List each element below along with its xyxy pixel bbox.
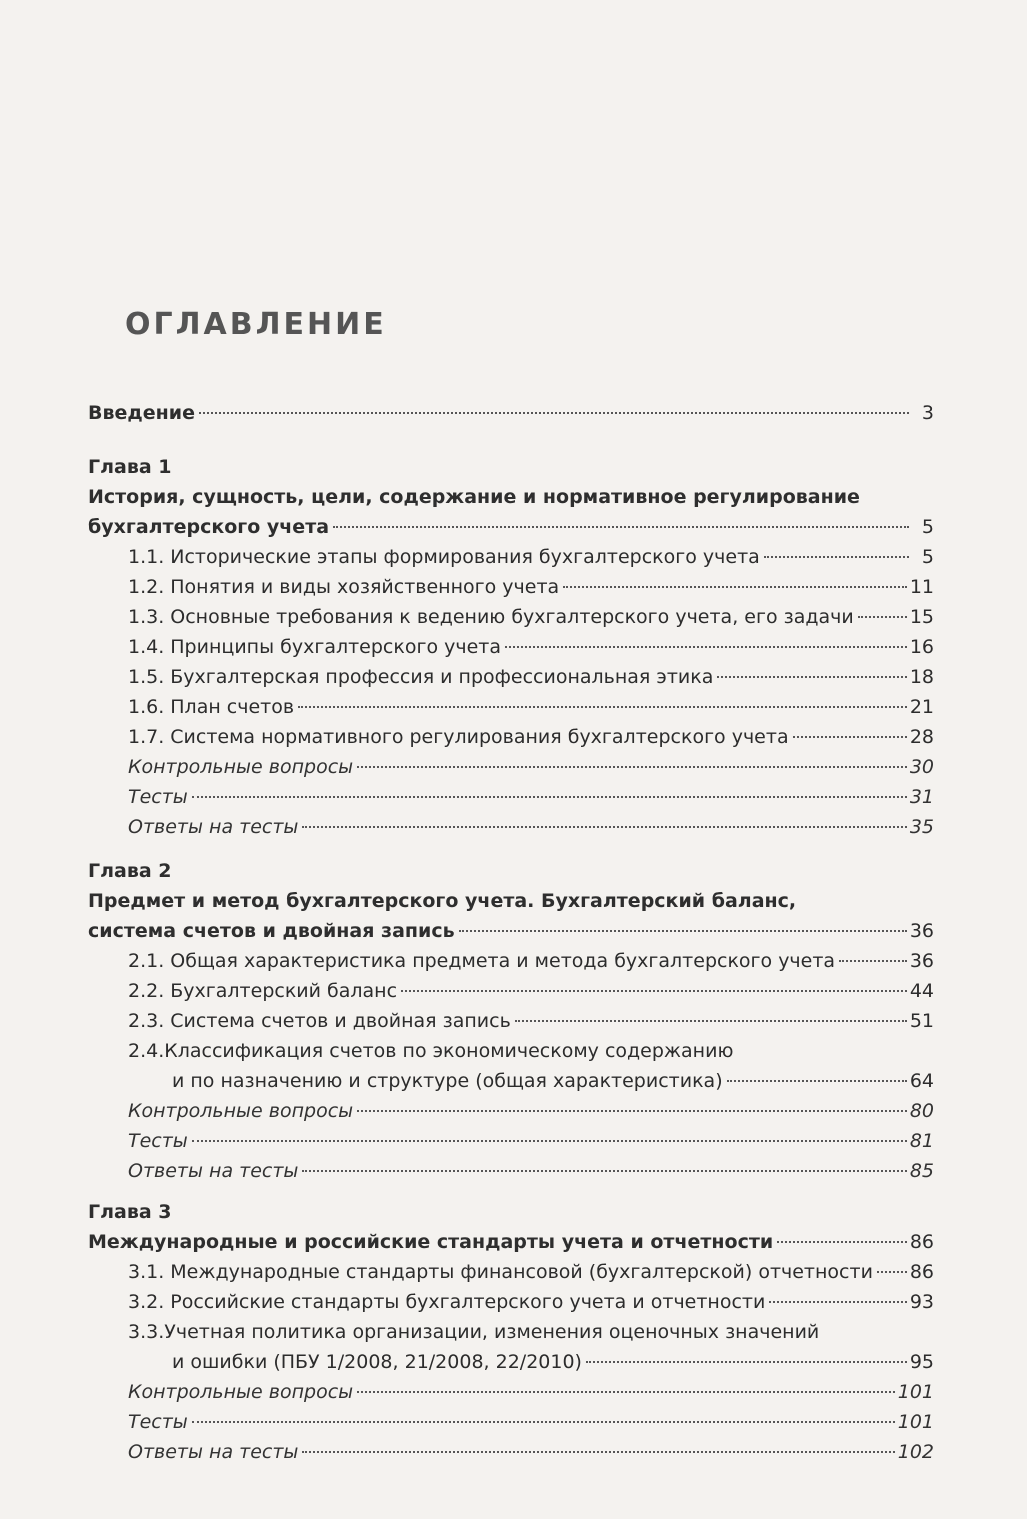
page-number: 15 xyxy=(909,606,934,628)
leader-dots xyxy=(302,1451,894,1453)
leader-dots xyxy=(192,1140,907,1142)
chapter-2 xyxy=(88,857,934,1186)
toc-entry-label: Введение xyxy=(88,402,195,424)
toc-entry-3-3-line-1[interactable] xyxy=(128,1317,934,1347)
toc-entry-3-2[interactable] xyxy=(128,1287,934,1317)
page-number: 64 xyxy=(909,1070,934,1092)
toc-entry-1-7[interactable] xyxy=(128,722,934,752)
section-number: 1.7. xyxy=(128,726,165,748)
toc-entry-intro[interactable] xyxy=(88,398,934,428)
page-number: 81 xyxy=(909,1130,934,1152)
page-number: 3 xyxy=(921,402,934,424)
toc-entry-test-answers[interactable] xyxy=(128,812,934,842)
page-number: 36 xyxy=(909,950,934,972)
leader-dots xyxy=(777,1241,907,1243)
leader-dots xyxy=(717,676,906,678)
page-number: 18 xyxy=(909,666,934,688)
section-number: 1.1. xyxy=(128,546,165,568)
section-number: 1.6. xyxy=(128,696,165,718)
leader-dots xyxy=(877,1271,907,1273)
toc-entry-tests[interactable] xyxy=(128,1126,934,1156)
section-title: Бухгалтерская профессия и профессиональная этика xyxy=(170,666,714,688)
leader-dots xyxy=(302,1170,906,1172)
page-number: 51 xyxy=(909,1010,934,1032)
leader-dots xyxy=(357,1110,907,1112)
leader-dots xyxy=(357,766,907,768)
chapter-title-line: История, сущность, цели, содержание и нормативное регулирование xyxy=(88,486,860,508)
leader-dots xyxy=(515,1020,907,1022)
chapter-label: Глава 2 xyxy=(88,860,172,882)
section-number: 2.1. xyxy=(128,950,165,972)
toc-entry-review-questions[interactable] xyxy=(128,752,934,782)
extra-title: Ответы на тесты xyxy=(128,1160,299,1182)
toc-entry-1-4[interactable] xyxy=(128,632,934,662)
section-title: Система нормативного регулирования бухгалтерского учета xyxy=(170,726,789,748)
section-number: 3.3. xyxy=(128,1321,165,1343)
leader-dots xyxy=(298,706,907,708)
section-title: Международные стандарты финансовой (бухгалтерской) отчетности xyxy=(170,1261,873,1283)
extra-title: Тесты xyxy=(128,1130,188,1152)
toc-entry-2-3[interactable] xyxy=(128,1006,934,1036)
page-number: 95 xyxy=(909,1351,934,1373)
leader-dots xyxy=(563,586,907,588)
section-title: План счетов xyxy=(170,696,295,718)
section-title: Принципы бухгалтерского учета xyxy=(170,636,501,658)
toc-entry-2-4-line-1[interactable] xyxy=(128,1036,934,1066)
extra-title: Ответы на тесты xyxy=(128,816,299,838)
page-number: 101 xyxy=(897,1381,934,1403)
leader-dots xyxy=(333,526,909,528)
page-number: 44 xyxy=(909,980,934,1002)
toc-entry-tests[interactable] xyxy=(128,782,934,812)
section-title: Российские стандарты бухгалтерского учета и отчетности xyxy=(170,1291,766,1313)
toc-entry-2-2[interactable] xyxy=(128,976,934,1006)
section-title-line: и ошибки (ПБУ 1/2008, 21/2008, 22/2010) xyxy=(172,1351,582,1373)
leader-dots xyxy=(192,796,907,798)
section-title-line: Учетная политика организации, изменения оценочных значений xyxy=(164,1321,820,1343)
section-number: 2.2. xyxy=(128,980,165,1002)
toc-entry-test-answers[interactable] xyxy=(128,1156,934,1186)
leader-dots xyxy=(357,1391,895,1393)
chapter-label: Глава 3 xyxy=(88,1201,172,1223)
toc-entry-1-1[interactable] xyxy=(128,542,934,572)
leader-dots xyxy=(839,960,907,962)
section-title-line: и по назначению и структуре (общая характеристика) xyxy=(172,1070,723,1092)
section-number: 1.5. xyxy=(128,666,165,688)
toc-entry-3-1[interactable] xyxy=(128,1257,934,1287)
toc-entry-review-questions[interactable] xyxy=(128,1096,934,1126)
leader-dots xyxy=(302,826,906,828)
leader-dots xyxy=(505,646,907,648)
leader-dots xyxy=(727,1080,907,1082)
section-number: 3.1. xyxy=(128,1261,165,1283)
toc-entry-test-answers[interactable] xyxy=(128,1437,934,1467)
page-number: 36 xyxy=(909,920,934,942)
section-number: 3.2. xyxy=(128,1291,165,1313)
toc-entry-2-4[interactable] xyxy=(172,1066,934,1096)
extra-title: Ответы на тесты xyxy=(128,1441,299,1463)
section-number: 2.3. xyxy=(128,1010,165,1032)
leader-dots xyxy=(586,1361,907,1363)
toc-entry-chapter-3[interactable] xyxy=(88,1227,934,1257)
chapter-3 xyxy=(88,1198,934,1467)
extra-title: Контрольные вопросы xyxy=(128,1381,354,1403)
page-number: 35 xyxy=(909,816,934,838)
page-number: 5 xyxy=(921,546,934,568)
section-title: Понятия и виды хозяйственного учета xyxy=(170,576,560,598)
page-number: 16 xyxy=(909,636,934,658)
section-title: Система счетов и двойная запись xyxy=(170,1010,511,1032)
extra-title: Контрольные вопросы xyxy=(128,1100,354,1122)
extra-title: Контрольные вопросы xyxy=(128,756,354,778)
toc-entry-3-3[interactable] xyxy=(172,1347,934,1377)
section-title: Исторические этапы формирования бухгалтерского учета xyxy=(170,546,760,568)
leader-dots xyxy=(793,736,907,738)
page-number: 5 xyxy=(921,516,934,538)
section-number: 1.3. xyxy=(128,606,165,628)
leader-dots xyxy=(459,930,907,932)
toc-entry-1-5[interactable] xyxy=(128,662,934,692)
toc-entry-chapter-1[interactable] xyxy=(88,512,934,542)
section-number: 1.4. xyxy=(128,636,165,658)
section-title-line: Классификация счетов по экономическому содержанию xyxy=(164,1040,734,1062)
page-number: 86 xyxy=(909,1231,934,1253)
leader-dots xyxy=(858,616,907,618)
toc-entry-2-1[interactable] xyxy=(128,946,934,976)
chapter-title-line: Международные и российские стандарты учета и отчетности xyxy=(88,1231,774,1253)
leader-dots xyxy=(192,1421,895,1423)
section-title: Основные требования к ведению бухгалтерского учета, его задачи xyxy=(170,606,854,628)
extra-title: Тесты xyxy=(128,786,188,808)
section-number: 2.4. xyxy=(128,1040,165,1062)
page-number: 102 xyxy=(897,1441,934,1463)
toc-entry-1-6[interactable] xyxy=(128,692,934,722)
leader-dots xyxy=(764,556,909,558)
page-number: 101 xyxy=(897,1411,934,1433)
toc-entry-1-3[interactable] xyxy=(128,602,934,632)
extra-title: Тесты xyxy=(128,1411,188,1433)
page-number: 85 xyxy=(909,1160,934,1182)
section-title: Общая характеристика предмета и метода бухгалтерского учета xyxy=(170,950,836,972)
leader-dots xyxy=(769,1301,906,1303)
page-number: 31 xyxy=(909,786,934,808)
section-number: 1.2. xyxy=(128,576,165,598)
chapter-title-line: Предмет и метод бухгалтерского учета. Бухгалтерский баланс, xyxy=(88,890,797,912)
toc-entry-1-2[interactable] xyxy=(128,572,934,602)
page-title: ОГЛАВЛЕНИЕ xyxy=(125,307,387,342)
chapter-title-line: система счетов и двойная запись xyxy=(88,920,455,942)
page-number: 86 xyxy=(909,1261,934,1283)
leader-dots xyxy=(401,990,907,992)
page-number: 28 xyxy=(909,726,934,748)
leader-dots xyxy=(199,412,909,414)
page-number: 80 xyxy=(909,1100,934,1122)
page-number: 30 xyxy=(909,756,934,778)
chapter-title-line: бухгалтерского учета xyxy=(88,516,330,538)
toc-intro xyxy=(88,398,934,428)
chapter-1 xyxy=(88,453,934,842)
page-number: 93 xyxy=(909,1291,934,1313)
toc-entry-review-questions[interactable] xyxy=(128,1377,934,1407)
section-title: Бухгалтерский баланс xyxy=(170,980,398,1002)
chapter-label: Глава 1 xyxy=(88,456,172,478)
page-number: 11 xyxy=(909,576,934,598)
toc-entry-tests[interactable] xyxy=(128,1407,934,1437)
toc-entry-chapter-2[interactable] xyxy=(88,916,934,946)
page-number: 21 xyxy=(909,696,934,718)
